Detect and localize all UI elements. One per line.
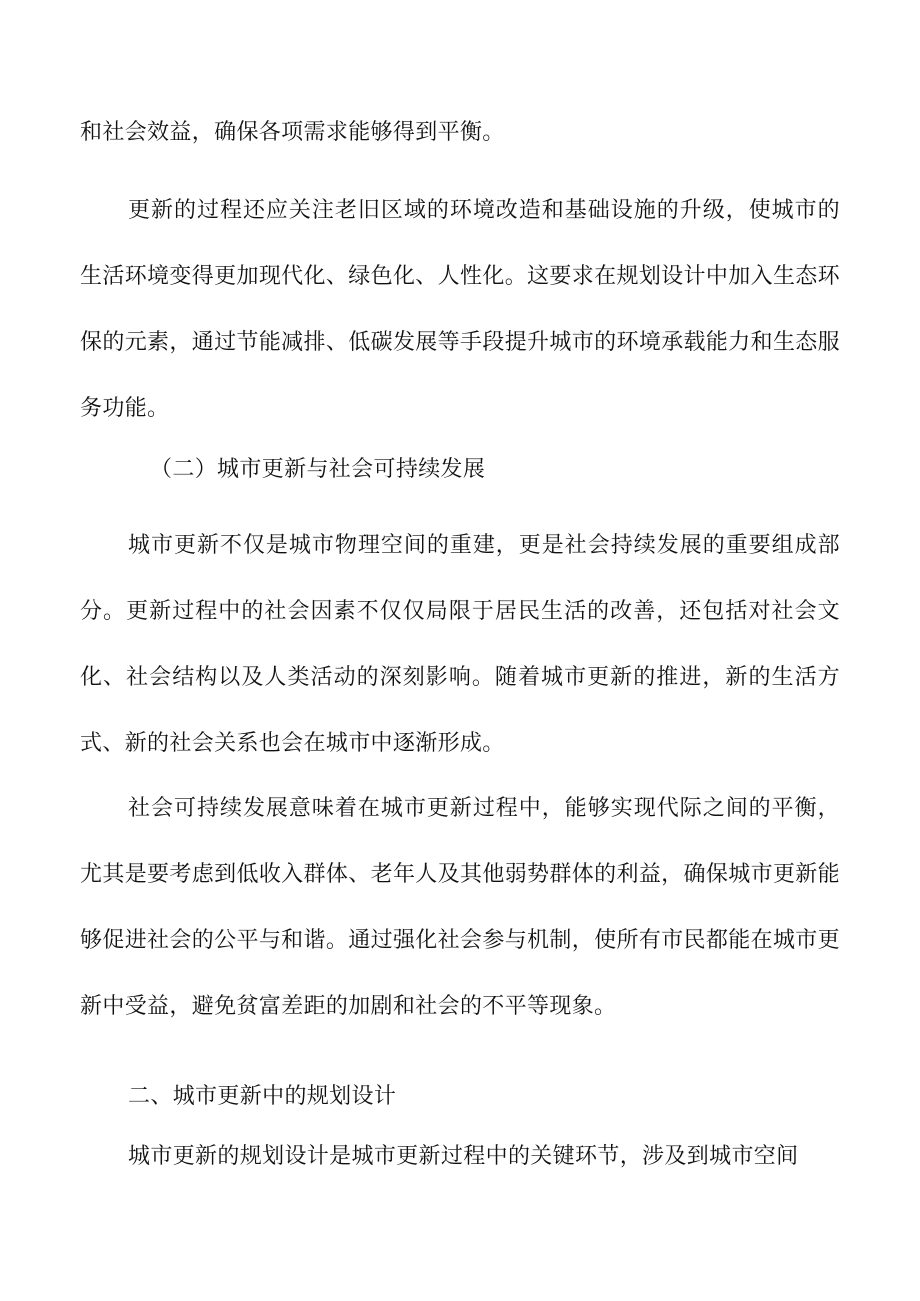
paragraph-environment-renewal: 更新的过程还应关注老旧区域的环境改造和基础设施的升级，使城市的生活环境变得更加现代化、绿色化、人性化。这要求在规划设计中加入生态环保的元素，通过节能减排、低碳发展等手段提升城市的环境承载能力和生态服务功能。	[80, 198, 840, 421]
paragraph-continuation: 和社会效益，确保各项需求能够得到平衡。	[80, 120, 505, 145]
paragraph-social-factors: 城市更新不仅是城市物理空间的重建，更是社会持续发展的重要组成部分。更新过程中的社会因素不仅仅局限于居民生活的改善，还包括对社会文化、社会结构以及人类活动的深刻影响。随着城市更新的推进，新的生活方式、新的社会关系也会在城市中逐渐形成。	[80, 533, 840, 756]
subsection-heading: （二）城市更新与社会可持续发展	[150, 457, 486, 482]
paragraph-planning-design: 城市更新的规划设计是城市更新过程中的关键环节，涉及到城市空间	[128, 1144, 799, 1169]
section-heading: 二、城市更新中的规划设计	[128, 1084, 397, 1109]
paragraph-social-sustainability: 社会可持续发展意味着在城市更新过程中，能够实现代际之间的平衡，尤其是要考虑到低收入群体、老年人及其他弱势群体的利益，确保城市更新能够促进社会的公平与和谐。通过强化社会参与机制，使所有市民都能在城市更新中受益，避免贫富差距的加剧和社会的不平等现象。	[80, 796, 840, 1019]
